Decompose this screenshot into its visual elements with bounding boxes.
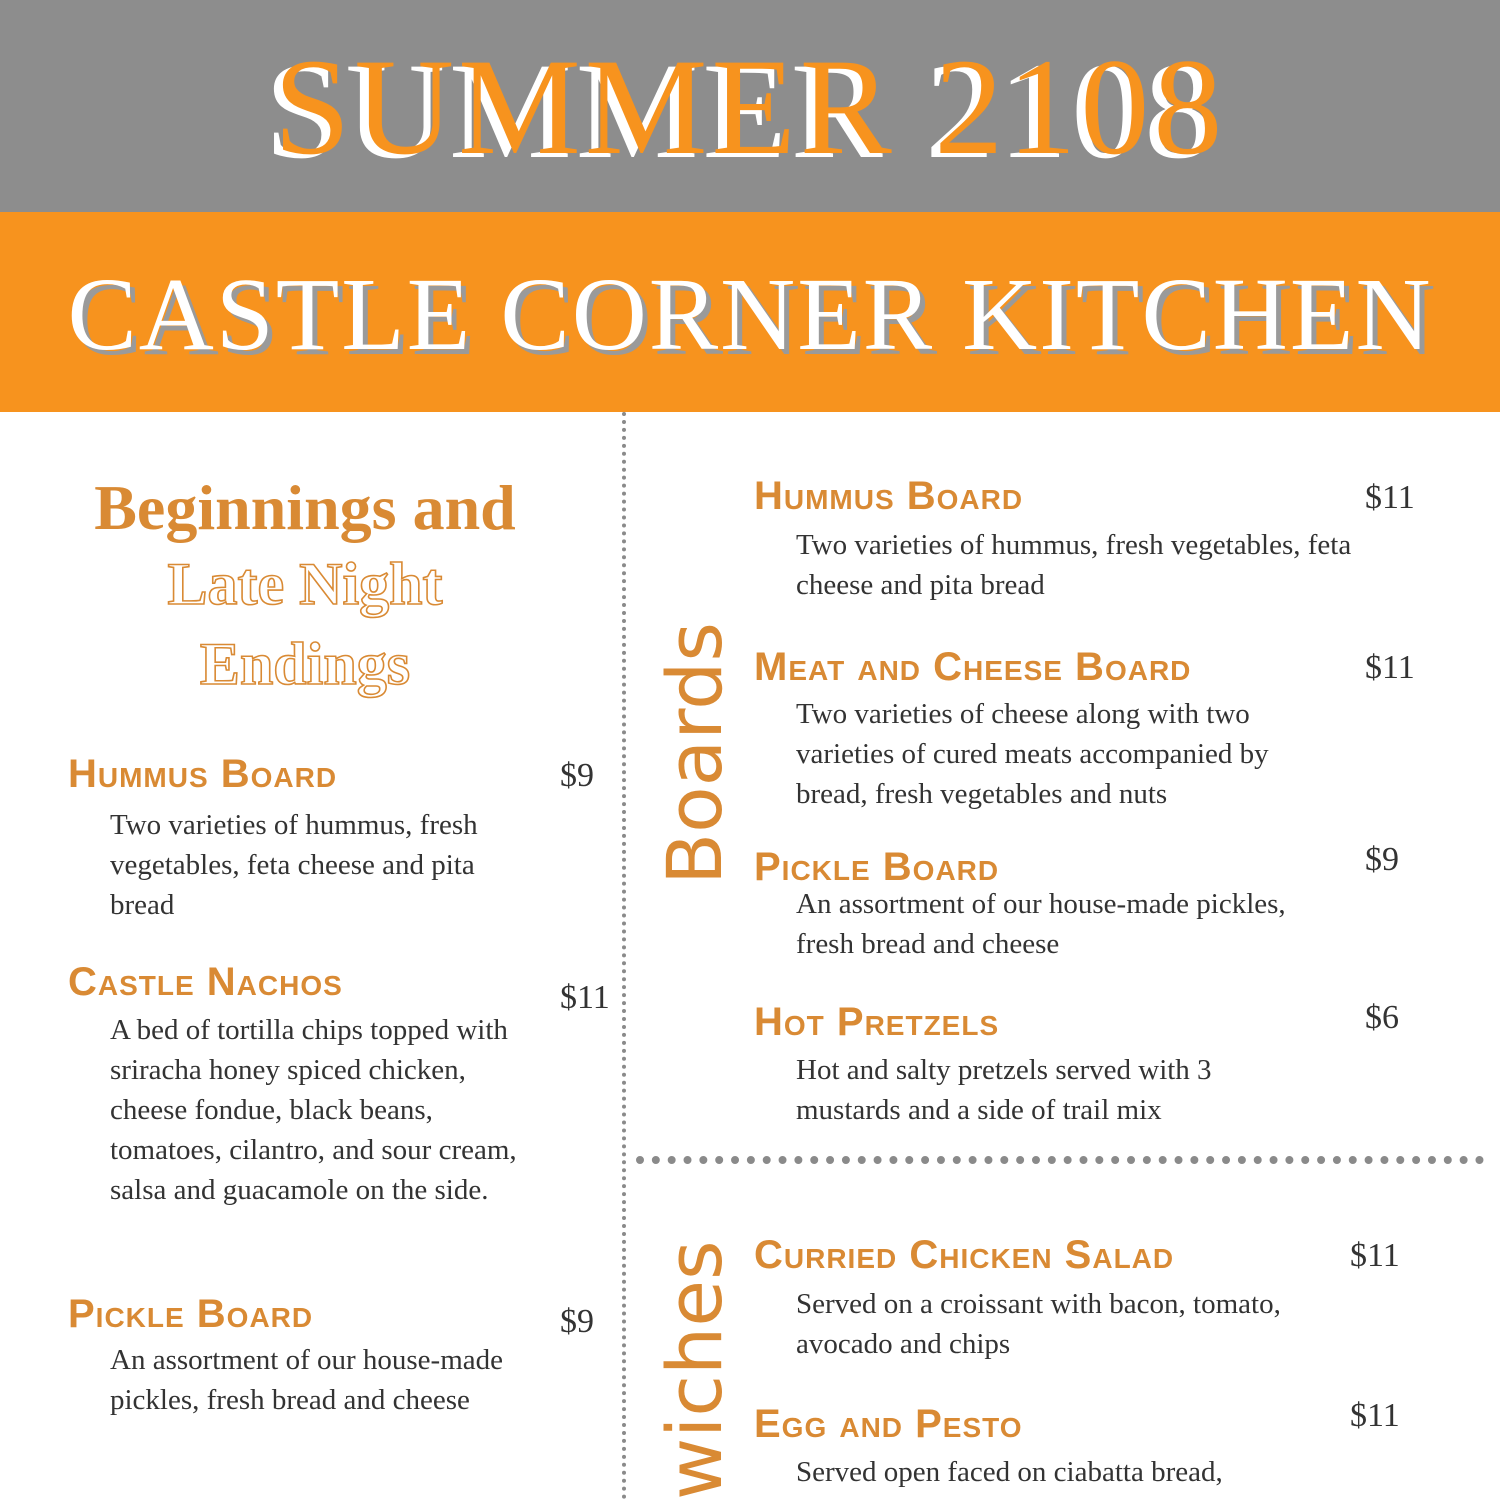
menu-item-name: Pickle Board xyxy=(68,1292,314,1336)
menu-item-price: $11 xyxy=(1365,649,1415,686)
menu-item-name: Pickle Board xyxy=(754,845,1000,889)
restaurant-name: CASTLE CORNER KITCHEN xyxy=(67,257,1433,372)
menu-item-price: $9 xyxy=(560,757,594,794)
section-divider xyxy=(636,1156,1484,1164)
menu-item-name: Hummus Board xyxy=(68,752,338,796)
menu-item-description: Two varieties of hummus, fresh vegetables, feta cheese and pita bread xyxy=(110,809,478,921)
menu-item-description: Hot and salty pretzels served with 3 mustards and a side of trail mix xyxy=(796,1054,1212,1126)
menu-item-price: $11 xyxy=(1350,1397,1400,1434)
menu-item-description: A bed of tortilla chips topped with sriracha honey spiced chicken, cheese fondue, black beans, tomatoes, cilantro, and sour cream, salsa and guacamole on the side. xyxy=(110,1014,517,1206)
menu-item-description: Two varieties of hummus, fresh vegetables, feta cheese and pita bread xyxy=(796,529,1352,601)
menu-item-description: Served open faced on ciabatta bread, xyxy=(796,1456,1223,1488)
menu-item-description: An assortment of our house-made pickles, fresh bread and cheese xyxy=(110,1344,504,1416)
menu-item-description: Served on a croissant with bacon, tomato, avocado and chips xyxy=(796,1288,1281,1360)
menu-item-name: Meat and Cheese Board xyxy=(754,645,1192,689)
menu-item-price: $6 xyxy=(1365,999,1399,1036)
menu-item-description: Two varieties of cheese along with two varieties of cured meats accompanied by bread, fresh vegetables and nuts xyxy=(796,698,1269,810)
menu-item-name: Hummus Board xyxy=(754,474,1024,518)
left-section-title-line2: Late Night xyxy=(167,551,443,617)
left-section-title-line3: Endings xyxy=(199,631,411,697)
menu-item-name: Castle Nachos xyxy=(68,960,343,1004)
sandwiches-section-label: wiches xyxy=(650,1240,739,1500)
season-title: SUMMER 2108 xyxy=(273,30,1227,183)
menu-item-price: $11 xyxy=(1350,1237,1400,1274)
menu-item-name: Hot Pretzels xyxy=(754,1000,1000,1044)
boards-section-label: Boards xyxy=(650,622,739,885)
menu-item-name: Curried Chicken Salad xyxy=(754,1233,1175,1277)
menu-item-price: $11 xyxy=(1365,479,1415,516)
menu-item-price: $9 xyxy=(1365,841,1399,878)
menu-item-price: $9 xyxy=(560,1303,594,1340)
left-section-title-line1: Beginnings and xyxy=(94,472,516,543)
menu-item-price: $11 xyxy=(560,979,610,1016)
menu-item-description: An assortment of our house-made pickles, fresh bread and cheese xyxy=(796,888,1286,960)
menu-item-name: Egg and Pesto xyxy=(754,1402,1023,1446)
column-divider xyxy=(622,412,626,1500)
